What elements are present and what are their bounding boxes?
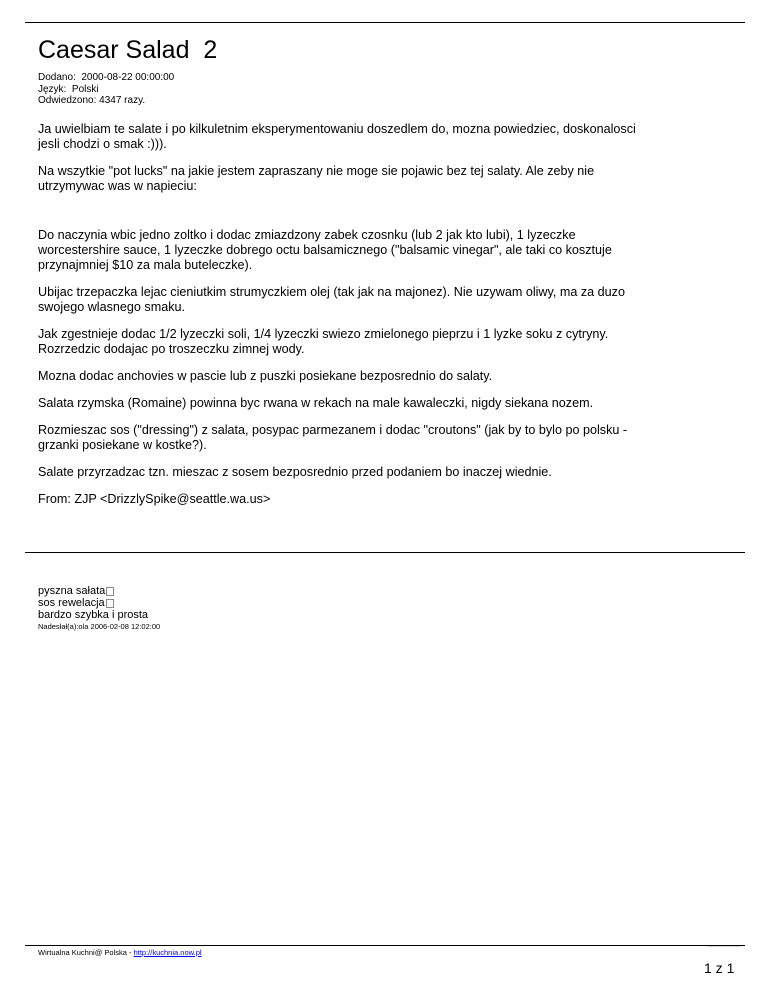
footer-divider [25,945,745,946]
step-paragraph: Jak zgestnieje dodac 1/2 lyzeczki soli, 1/4 lyzeczki swiezo zmielonego pieprzu i 1 lyzke soku z cytryny. Rozrzedzic dodajac po troszeczku zimnej wody. [38,327,609,356]
comment-line [38,597,160,609]
comment-text: bardzo szybka i prosta [38,609,149,621]
page-title: Caesar Salad 2 [38,36,218,64]
step-paragraph: Do naczynia wbic jedno zoltko i dodac zmiazdzony zabek czosnku (lub 2 jak kto lubi), 1 lyzeczke worcestershire sauce, 1 lyzeczke dobrego octu balsamicznego ("balsamic vinegar", ale taki co kosztuje przynajmniej $10 za mala buteleczke). [38,228,612,272]
comment-block [38,585,160,632]
step-paragraph: Rozmieszac sos ("dressing") z salata, posypac parmezanem i dodac "croutons" (jak by to bylo po polsku - grzanki posiekane w kostke?). [38,423,628,452]
step-paragraph: Mozna dodac anchovies w pascie lub z puszki posiekane bezposrednio do salaty. [38,369,493,383]
comment-line [38,585,160,597]
missing-glyph-icon [106,587,114,596]
missing-glyph-icon [106,599,114,608]
recipe-body [38,122,648,519]
date-added: Dodano: 2000-08-22 00:00:00 [38,72,175,83]
footer-mark [707,946,741,947]
comment-text: pyszna sałata [38,585,106,597]
page-number: 1 z 1 [704,960,735,976]
footer-text: Wirtualna Kuchni@ Polska - [38,948,134,957]
step-paragraph: Ubijac trzepaczka lejac cieniutkim strumyczkiem olej (tak jak na majonez). Nie uzywam oliwy, ma za duzo swojego wlasnego smaku. [38,285,625,314]
comment-line [38,609,160,621]
intro-paragraph: Ja uwielbiam te salate i po kilkuletnim eksperymentowaniu doszedlem do, mozna powiedziec, doskonalosci jesli chodzi o smak :))). [38,122,636,151]
top-divider [25,22,745,23]
recipe-meta [38,72,174,107]
step-paragraph: Salata rzymska (Romaine) powinna byc rwana w rekach na male kawaleczki, nigdy siekana nozem. [38,396,594,410]
language: Język: Polski [38,83,99,95]
intro-paragraph: Na wszytkie "pot lucks" na jakie jestem zapraszany nie moge sie pojawic bez tej salaty. Ale zeby nie utrzymywac was w napieciu: [38,164,595,193]
comment-text: sos rewelacja [38,597,105,609]
step-paragraph: Salate przyrzadzac tzn. mieszac z sosem bezposrednio przed podaniem bo inaczej wiednie. [38,465,552,479]
footer-link[interactable]: http://kuchnia.now.pl [133,948,202,957]
author-line: From: ZJP <DrizzlySpike@seattle.wa.us> [38,492,271,506]
comment-signature: Nadesłał(a):ola 2006-02-08 12:02:00 [38,622,161,631]
spacer [38,206,648,228]
footer [38,948,202,957]
visit-count: Odwiedzono: 4347 razy. [38,95,146,106]
section-divider [25,552,745,553]
